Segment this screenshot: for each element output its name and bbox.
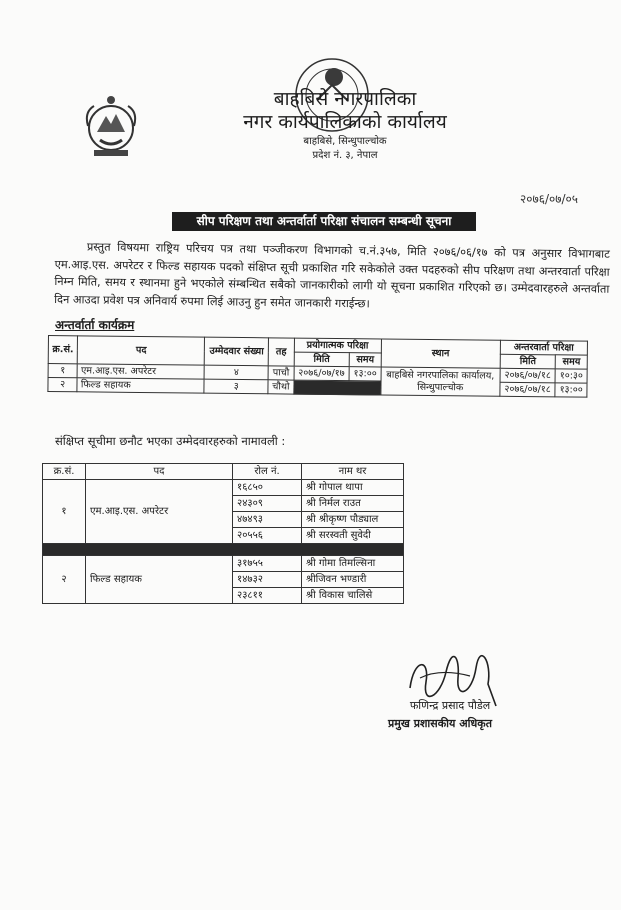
cell-place: बाहबिसे नगरपालिका कार्यालय, सिन्धुपाल्चोक — [381, 367, 500, 396]
cell-post: फिल्ड सहायक — [86, 556, 233, 604]
office-district: बाहबिसे, सिन्धुपाल्चोक — [303, 136, 387, 147]
cell-count: ३ — [204, 379, 268, 394]
cell-roll: २४३०९ — [233, 496, 302, 512]
cell-name: श्री निर्मल राउत — [302, 496, 404, 512]
col-sn: क्र.सं. — [43, 464, 86, 480]
shortlist-heading: संक्षिप्त सूचीमा छनौट भएका उम्मेदवारहरुको नामावली : — [55, 434, 286, 448]
col-post: पद — [86, 464, 233, 480]
cell-roll: २०५५६ — [233, 528, 302, 544]
cell-roll: १६८५० — [233, 480, 302, 496]
cell-post: एम.आइ.एस. अपरेटर — [77, 364, 204, 379]
schedule-heading: अन्तर्वार्ता कार्यक्रम — [55, 318, 135, 332]
col-count: उम्मेदवार संख्या — [205, 337, 269, 366]
cell-sn: २ — [48, 378, 78, 392]
cell-roll: ४७४९३ — [233, 512, 302, 528]
cell-interview-time: १०:३० — [555, 369, 587, 383]
cell-sn: २ — [43, 556, 86, 604]
cell-name: श्रीजिवन भण्डारी — [302, 572, 404, 588]
cell-sn: १ — [43, 480, 86, 544]
cell-interview-date: २०७६/०७/१८ — [500, 368, 556, 383]
table-row — [43, 556, 404, 572]
col-sn: क्र.सं. — [48, 336, 78, 364]
office-name: नगर कार्यपालिकाको कार्यालय — [243, 111, 447, 133]
col-roll: रोल नं. — [233, 464, 302, 480]
signatory-title: प्रमुख प्रशासकीय अधिकृत — [388, 717, 492, 730]
cell-post: फिल्ड सहायक — [77, 378, 204, 393]
col-place: स्थान — [381, 339, 500, 368]
cell-practical-date: २०७६/०७/१७ — [294, 366, 350, 381]
col-interview-time: समय — [556, 355, 588, 369]
col-name: नाम थर — [302, 464, 404, 480]
table-row — [43, 480, 404, 496]
cell-count: ४ — [204, 365, 268, 380]
cell-blank-filled — [293, 380, 380, 395]
cell-level: चौथो — [268, 380, 293, 394]
cell-post: एम.आइ.एस. अपरेटर — [86, 480, 233, 544]
office-header — [200, 88, 490, 134]
cell-name: श्री विकास चालिसे — [302, 588, 404, 604]
cell-sn: १ — [48, 364, 78, 378]
col-practical-date: मिति — [294, 352, 350, 367]
cell-name: श्री गोपाल थापा — [302, 480, 404, 496]
cell-roll: १४७३२ — [233, 572, 302, 588]
col-level: तह — [268, 338, 294, 366]
col-practical-time: समय — [349, 353, 381, 367]
notice-body — [54, 238, 610, 316]
schedule-table — [47, 335, 588, 398]
cell-interview-time: १३:०० — [555, 383, 587, 397]
notice-title: सीप परिक्षण तथा अन्तर्वार्ता परिक्षा संचालन सम्बन्धी सूचना — [172, 212, 476, 231]
cell-interview-date: २०७६/०७/१८ — [500, 382, 556, 397]
separator-cell — [43, 544, 404, 556]
cell-roll: ३१७५५ — [233, 556, 302, 572]
office-address — [200, 135, 490, 163]
cell-practical-time: १३:०० — [349, 367, 381, 381]
signatory-name: फणिन्द्र प्रसाद पौडेल — [409, 699, 491, 712]
col-practical: प्रयोगात्मक परिक्षा — [294, 338, 381, 353]
cell-level: पाचौ — [268, 366, 293, 380]
separator-row — [43, 544, 404, 556]
cell-roll: २३८११ — [233, 588, 302, 604]
shortlist-table — [42, 463, 404, 604]
cell-name: श्री श्रीकृष्ण पौड्याल — [302, 512, 404, 528]
municipality-name: बाहबिसे नगरपालिका — [273, 88, 417, 110]
col-interview-date: मिति — [500, 354, 556, 369]
col-interview: अन्तरवार्ता परिक्षा — [500, 340, 587, 355]
notice-body-text: प्रस्तुत विषयमा राष्ट्रिय परिचय पत्र तथा पञ्जीकरण विभागको च.नं.३५७, मिति २०७६/०६/१७ को पत्र अनुसार विभागबाट एम.आइ.एस. अपरेटर र फिल्ड सहायक पदको संक्षिप्त सूची प्रकाशित गरि सकेकोले उक्त पदहरुको सीप परिक्षण तथा अन्तरवार्ता परिक्षा निम्न मिति, समय र स्थानमा हुने भएकोले संम्बन्धित सबैको जानकारीको लागी यो सूचना प्रकाशित गरिएको छ। उम्मेदवारहरुले अन्तर्वाता दिन आउदा प्रवेश पत्र अनिवार्य रुपमा लिई आउनु हुन समेत जानकारी गराईन्छ। — [54, 240, 610, 310]
nepal-emblem-icon — [80, 92, 142, 158]
office-province: प्रदेश नं. ३, नेपाल — [312, 150, 378, 161]
notice-date: २०७६/०७/०५ — [520, 192, 579, 206]
col-post: पद — [78, 336, 205, 365]
cell-name: श्री गोमा तिमल्सिना — [302, 556, 404, 572]
cell-name: श्री सरस्वती सुवेदी — [302, 528, 404, 544]
